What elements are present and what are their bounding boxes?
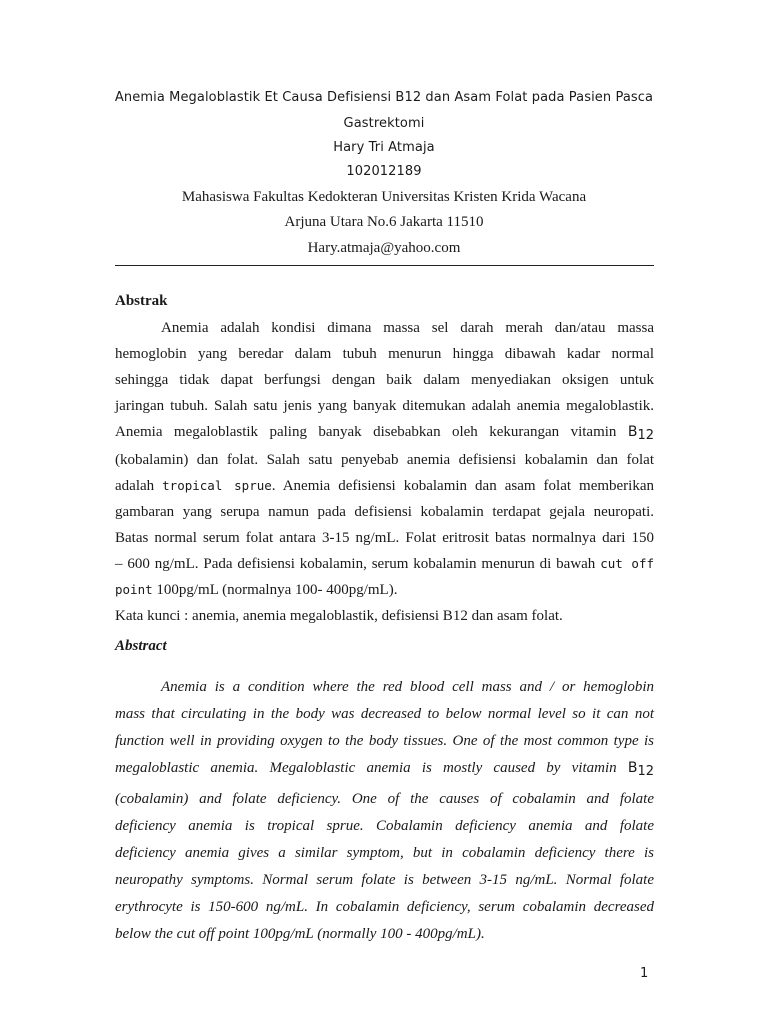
abstrak-heading: Abstrak: [115, 293, 168, 309]
author-name: Hary Tri Atmaja: [333, 140, 435, 155]
abstract-line: neuropathy symptoms. Normal serum folate is between 3-15 ng/mL. Normal folate: [115, 872, 654, 888]
abstrak-line: [115, 419, 654, 445]
abstrak-line: gambaran yang serupa namun pada defisiensi kobalamin terdapat gejala neuropati.: [115, 504, 654, 520]
vitamin-b12: [627, 760, 654, 779]
vitamin-b12: [627, 424, 655, 443]
abstrak-line: Batas normal serum folat antara 3-15 ng/mL. Folat eritrosit batas normalnya dari 150: [115, 530, 654, 546]
vitamin-letter: B: [627, 760, 638, 776]
abstrak-line: Anemia adalah kondisi dimana massa sel darah merah dan/atau massa: [161, 320, 654, 336]
abstrak-line: sehingga tidak dapat berfungsi dengan baik dalam menyediakan oksigen untuk: [115, 372, 654, 388]
abstract-heading: Abstract: [115, 638, 167, 654]
abstrak-line: [115, 551, 654, 577]
abstrak-line: [115, 473, 654, 499]
student-id: 102012189: [346, 164, 422, 179]
abstrak-line: (kobalamin) dan folat. Salah satu penyebab anemia defisiensi kobalamin dan folat: [115, 452, 654, 468]
abstrak-body: [115, 315, 654, 627]
abstrak-line-text: – 600 ng/mL. Pada defisiensi kobalamin, serum kobalamin menurun di bawah: [115, 556, 596, 572]
abstract-body: [115, 674, 654, 948]
abstrak-line: hemoglobin yang beredar dalam tubuh menurun hingga dibawah kadar normal: [115, 346, 654, 362]
term-point: point: [115, 582, 153, 597]
term-cut-off: cut off: [600, 556, 654, 571]
abstract-line: [115, 755, 654, 782]
abstract-line: (cobalamin) and folate deficiency. One of the causes of cobalamin and folate: [115, 791, 654, 807]
abstract-line-text: megaloblastic anemia. Megaloblastic anemia is mostly caused by vitamin: [115, 760, 617, 776]
abstract-line: deficiency anemia is tropical sprue. Cobalamin deficiency anemia and folate: [115, 818, 654, 834]
abstract-line: function well in providing oxygen to the body tissues. One of the most common type is: [115, 733, 654, 749]
abstrak-line: jaringan tubuh. Salah satu jenis yang banyak ditemukan adalah anemia megaloblastik.: [115, 398, 654, 414]
author-email: Hary.atmaja@yahoo.com: [307, 240, 461, 256]
paper-title-line-1: Anemia Megaloblastik Et Causa Defisiensi B12 dan Asam Folat pada Pasien Pasca: [114, 90, 654, 105]
abstract-line: below the cut off point 100pg/mL (normally 100 - 400pg/mL).: [115, 926, 485, 942]
page-number: 1: [640, 966, 649, 981]
abstract-line: erythrocyte is 150-600 ng/mL. In cobalamin deficiency, serum cobalamin decreased: [115, 899, 654, 915]
address: Arjuna Utara No.6 Jakarta 11510: [284, 214, 484, 230]
header-divider: [115, 265, 654, 266]
abstrak-line-text: . Anemia defisiensi kobalamin dan asam folat memberikan: [271, 478, 655, 494]
abstract-line: deficiency anemia gives a similar symptom, but in cobalamin deficiency there is: [115, 845, 654, 861]
paper-title-line-2: Gastrektomi: [343, 116, 425, 131]
term-tropical-sprue: tropical sprue: [162, 478, 272, 493]
affiliation: Mahasiswa Fakultas Kedokteran Universitas Kristen Krida Wacana: [181, 189, 587, 205]
abstrak-line-text: Anemia megaloblastik paling banyak disebabkan oleh kekurangan vitamin: [115, 424, 617, 440]
abstract-line: Anemia is a condition where the red blood cell mass and / or hemoglobin: [161, 679, 654, 695]
vitamin-letter: B: [627, 424, 638, 440]
abstrak-line-text: adalah: [115, 478, 155, 494]
abstract-line: mass that circulating in the body was decreased to below normal level so it can not: [115, 706, 654, 722]
vitamin-subscript: 12: [637, 764, 654, 779]
abstrak-line: [115, 577, 654, 603]
abstrak-line-text: 100pg/mL (normalnya 100- 400pg/mL).: [152, 582, 398, 598]
keywords: Kata kunci : anemia, anemia megaloblastik, defisiensi B12 dan asam folat.: [115, 608, 563, 624]
vitamin-subscript: 12: [637, 428, 655, 443]
